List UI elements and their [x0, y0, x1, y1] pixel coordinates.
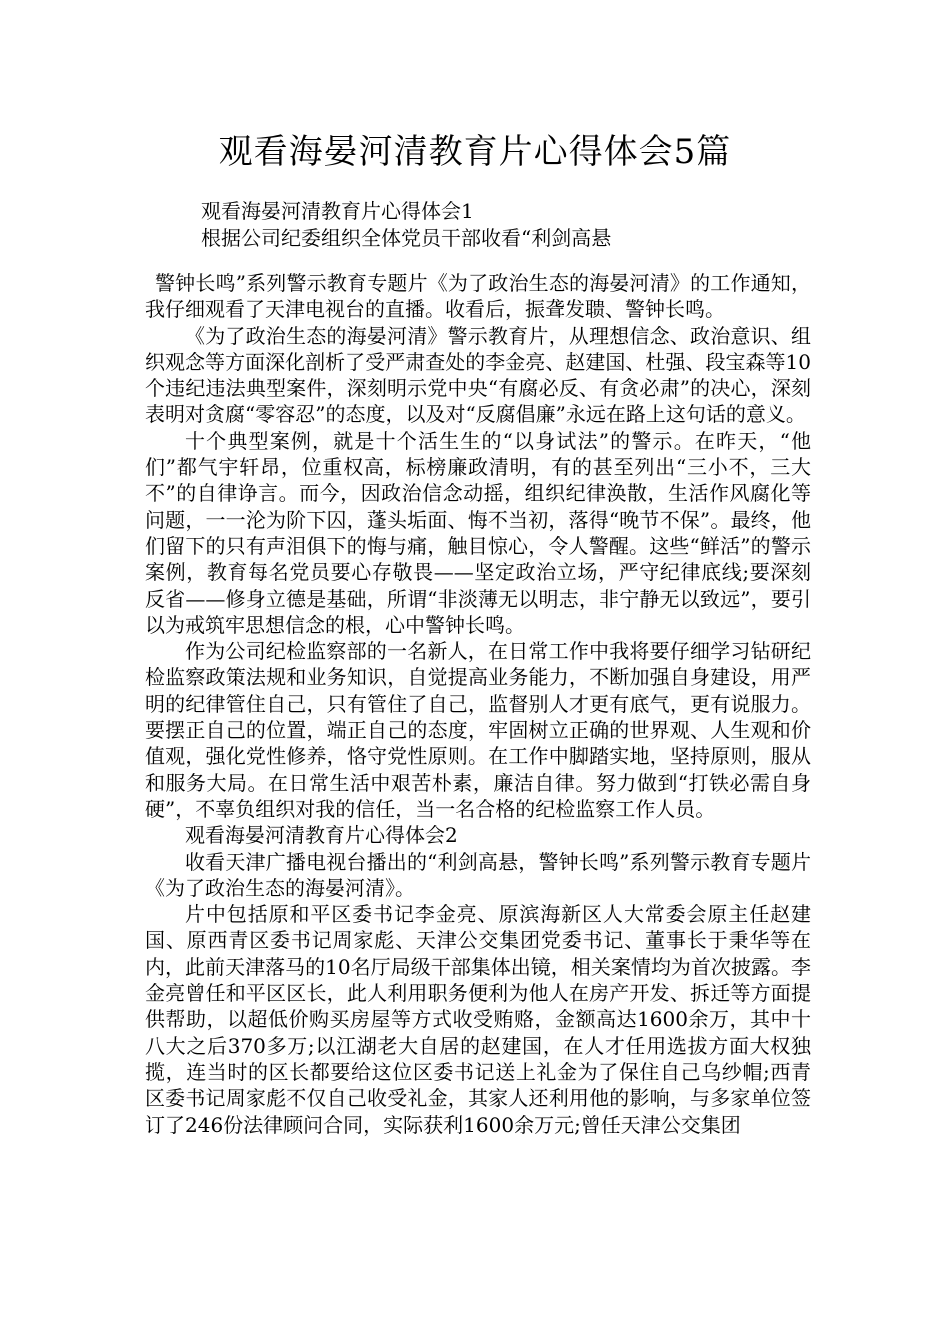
intro-block	[201, 198, 821, 252]
body-text	[145, 270, 811, 1138]
paragraph: 十个典型案例，就是十个活生生的“以身试法”的警示。在昨天，“他们”都气宇轩昂，位重权高，标榜廉政清明，有的甚至列出“三小不，三大不”的自律诤言。而今，因政治信念动摇，组织纪律涣散，生活作风腐化等问题，一一沦为阶下囚，蓬头垢面、悔不当初，落得“晚节不保”。最终，他们留下的只有声泪俱下的悔与痛，触目惊心，令人警醒。这些“鲜活”的警示案例，教育每名党员要心存敬畏——坚定政治立场，严守纪律底线;要深刻反省——修身立德是基础，所谓“非淡薄无以明志，非宁静无以致远”，要引以为戒筑牢思想信念的根，心中警钟长鸣。	[145, 428, 811, 637]
paragraph: 警钟长鸣”系列警示教育专题片《为了政治生态的海晏河清》的工作通知，我仔细观看了天津电视台的直播。收看后，振聋发聩、警钟长鸣。	[145, 271, 811, 322]
section-heading-1: 观看海晏河清教育片心得体会1	[201, 199, 474, 223]
document-title: 观看海晏河清教育片心得体会5篇	[218, 132, 732, 172]
paragraph: 《为了政治生态的海晏河清》警示教育片，从理想信念、政治意识、组织观念等方面深化剖析了受严肃查处的李金亮、赵建国、杜强、段宝森等10个违纪违法典型案件，深刻明示党中央“有腐必反、有贪必肃”的决心，深刻表明对贪腐“零容忍”的态度，以及对“反腐倡廉”永远在路上这句话的意义。	[145, 323, 811, 427]
paragraph: 收看天津广播电视台播出的“利剑高悬，警钟长鸣”系列警示教育专题片《为了政治生态的海晏河清》。	[145, 849, 811, 900]
intro-line: 根据公司纪委组织全体党员干部收看“利剑高悬	[201, 226, 612, 250]
paragraph: 片中包括原和平区委书记李金亮、原滨海新区人大常委会原主任赵建国、原西青区委书记周家彪、天津公交集团党委书记、董事长于秉华等在内，此前天津落马的10名厅局级干部集体出镜，相关案情均为首次披露。李金亮曾任和平区区长，此人利用职务便利为他人在房产开发、拆迁等方面提供帮助，以超低价购买房屋等方式收受贿赂，金额高达1600余万，其中十八大之后370多万;以江湖老大自居的赵建国，在人才任用选拔方面大权独揽，连当时的区长都要给这位区委书记送上礼金为了保住自己乌纱帽;西青区委书记周家彪不仅自己收受礼金，其家人还利用他的影响，与多家单位签订了246份法律顾问合同，实际获利1600余万元;曾任天津公交集团	[145, 902, 811, 1137]
paragraph: 作为公司纪检监察部的一名新人，在日常工作中我将要仔细学习钻研纪检监察政策法规和业务知识，自觉提高业务能力，不断加强自身建设，用严明的纪律管住自己，只有管住了自己，监督别人才更有底气，更有说服力。要摆正自己的位置，端正自己的态度，牢固树立正确的世界观、人生观和价值观，强化党性修养，恪守党性原则。在工作中脚踏实地，坚持原则，服从和服务大局。在日常生活中艰苦朴素，廉洁自律。努力做到“打铁必需自身硬”，不辜负组织对我的信任，当一名合格的纪检监察工作人员。	[145, 639, 811, 821]
section-heading-2: 观看海晏河清教育片心得体会2	[185, 823, 458, 848]
